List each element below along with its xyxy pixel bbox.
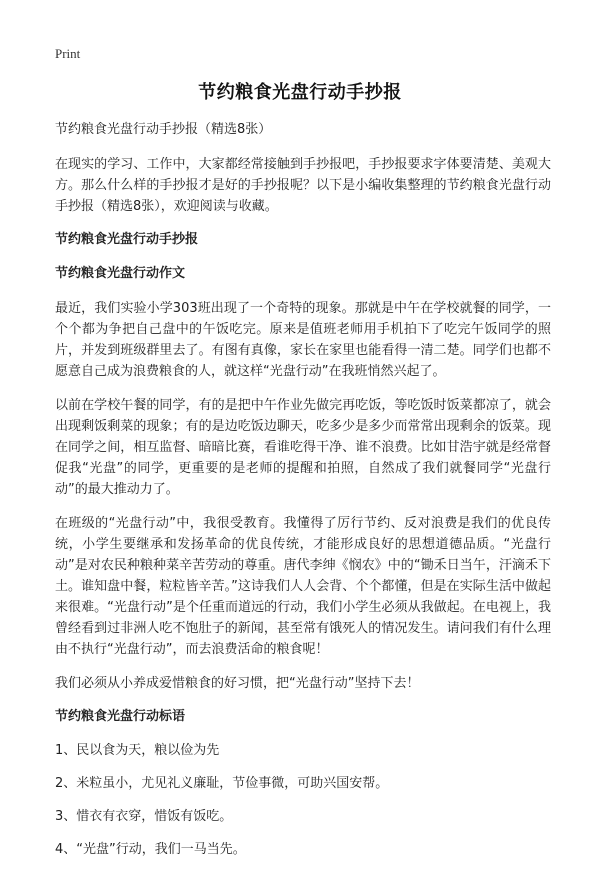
page-title: 节约粮食光盘行动手抄报 [198,82,402,103]
essay-paragraph: 我们必须从小养成爱惜粮食的好习惯，把“光盘行动”坚持下去！ [55,676,420,691]
essay-paragraph: 最近，我们实验小学303班出现了一个奇特的现象。那就是中午在学校就餐的同学，一个个都为争把自己盘中的午饭吃完。原来是值班老师用手机拍下了吃完午饭同学的照片，并发到班级群里去了。有图有真像，家长在家里也能看得一清二楚。同学们也都不愿意自己成为浪费粮食的人，就这样“光盘行动”在我班悄然兴起了。 [55,301,551,379]
section-heading-essay: 节约粮食光盘行动作文 [55,266,186,281]
section-heading-posters: 节约粮食光盘行动手抄报 [55,232,199,247]
document-subtitle: 节约粮食光盘行动手抄报（精选8张） [55,122,272,137]
essay-paragraph: 在班级的“光盘行动”中，我很受教育。我懂得了厉行节约、反对浪费是我们的优良传统，小学生要继承和发扬革命的优良传统，才能形成良好的思想道德品质。“光盘行动”是对农民种粮种菜辛苦劳动的尊重。唐代李绅《悯农》中的“锄禾日当午，汗滴禾下土。谁知盘中餐，粒粒皆辛苦。”这诗我们人人会背、个个都懂，但是在实际生活中做起来很难。“光盘行动”是个任重而道远的行动，我们小学生必须从我做起。在电视上，我曾经看到过非洲人吃不饱肚子的新闻，甚至常有饿死人的情况发生。请问我们有什么理由不执行“光盘行动”，而去浪费活命的粮食呢！ [55,516,551,657]
print-link[interactable]: Print [55,46,81,61]
slogan-item: 3、惜衣有衣穿，惜饭有饭吃。 [55,809,233,824]
slogan-item: 4、“光盘”行动，我们一马当先。 [55,842,246,857]
slogan-item: 2、米粒虽小，尤见礼义廉耻，节俭事微，可助兴国安帮。 [55,776,389,791]
section-heading-slogans: 节约粮食光盘行动标语 [55,709,186,724]
essay-paragraph: 以前在学校午餐的同学，有的是把中午作业先做完再吃饭，等吃饭时饭菜都凉了，就会出现剩饭剩菜的现象；有的是边吃饭边聊天，吃多少是多少而常常出现剩余的饭菜。现在同学之间，相互监督、暗暗比赛，看谁吃得干净、谁不浪费。比如甘浩宇就是经常督促我“光盘”的同学，更重要的是老师的提醒和拍照，自然成了我们就餐同学“光盘行动”的最大推动力了。 [55,398,551,497]
slogan-item: 1、民以食为天，粮以俭为先 [55,743,220,758]
document-body [55,120,551,873]
intro-paragraph: 在现实的学习、工作中，大家都经常接触到手抄报吧，手抄报要求字体要清楚、美观大方。那么什么样的手抄报才是好的手抄报呢？以下是小编收集整理的节约粮食光盘行动手抄报（精选8张），欢迎阅读与收藏。 [55,157,551,214]
